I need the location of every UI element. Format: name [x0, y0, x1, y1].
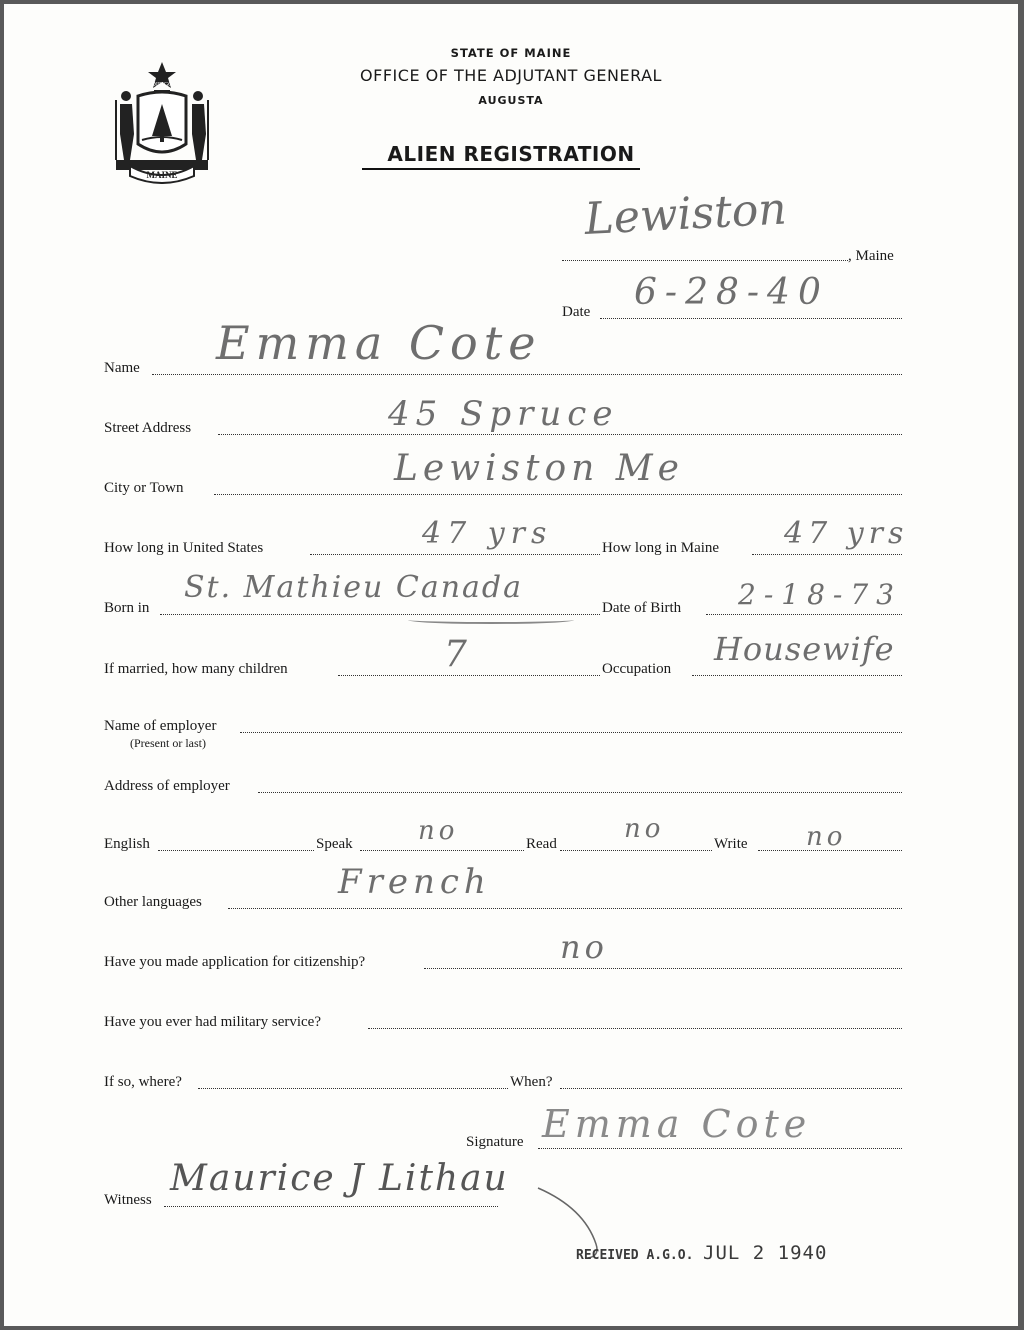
born-in-underline [408, 616, 574, 624]
form-title: ALIEN REGISTRATION [387, 142, 635, 166]
seal-motto: DIRIGO [151, 82, 173, 88]
witness-line [164, 1206, 498, 1207]
how-long-maine-line [752, 554, 902, 555]
maine-label: , Maine [848, 248, 894, 264]
stamp-date-text: JUL 2 1940 [703, 1242, 828, 1264]
other-languages-line [228, 908, 902, 909]
employer-line[interactable] [240, 732, 902, 733]
where-line[interactable] [198, 1088, 508, 1089]
employer-label: Name of employer [104, 718, 217, 734]
how-long-maine-value[interactable]: 47 yrs [784, 516, 909, 551]
city-label: City or Town [104, 480, 184, 496]
signature-label: Signature [466, 1134, 524, 1150]
read-value[interactable]: no [624, 814, 665, 844]
english-label: English [104, 836, 150, 852]
witness-value[interactable]: Maurice J Lithau [170, 1158, 509, 1199]
children-line [338, 675, 600, 676]
how-long-maine-label: How long in Maine [602, 540, 720, 556]
citizenship-line [424, 968, 902, 969]
citizenship-label: Have you made application for citizenship? [104, 954, 366, 970]
employer-address-label: Address of employer [104, 778, 230, 794]
signature-line [538, 1148, 902, 1149]
born-in-value[interactable]: St. Mathieu Canada [184, 570, 524, 605]
title-underline [362, 168, 640, 170]
city-heading: AUGUSTA [478, 94, 544, 107]
date-of-birth-label: Date of Birth [602, 600, 682, 616]
employer-note: (Present or last) [130, 736, 206, 750]
employer-address-line[interactable] [258, 792, 902, 793]
when-label: When? [510, 1074, 553, 1090]
seal-banner: MAINE [146, 170, 178, 180]
speak-label: Speak [316, 836, 353, 852]
stamp-received-text: RECEIVED A.G.O. [576, 1248, 694, 1263]
office-heading: OFFICE OF THE ADJUTANT GENERAL [360, 66, 662, 85]
received-stamp [576, 1242, 827, 1264]
other-languages-value[interactable]: French [338, 862, 491, 902]
speak-line [360, 850, 524, 851]
occupation-line [692, 675, 902, 676]
city-value[interactable]: Lewiston Me [394, 448, 684, 489]
name-label: Name [104, 360, 140, 376]
write-label: Write [714, 836, 748, 852]
name-line [152, 374, 902, 375]
other-languages-label: Other languages [104, 894, 202, 910]
date-of-birth-line [706, 614, 902, 615]
registration-form-page [4, 4, 1018, 1326]
town-value[interactable]: Lewiston [583, 183, 788, 245]
date-value[interactable]: 6-28-40 [634, 272, 829, 313]
street-value[interactable]: 45 Spruce [388, 394, 619, 434]
english-line [158, 850, 314, 851]
date-line [600, 318, 902, 319]
military-line[interactable] [368, 1028, 902, 1029]
citizenship-value[interactable]: no [560, 928, 608, 966]
date-of-birth-value[interactable]: 2-18-73 [738, 578, 902, 611]
city-line [214, 494, 902, 495]
born-in-line [160, 614, 600, 615]
signature-value[interactable]: Emma Cote [542, 1102, 812, 1146]
maine-state-seal-icon [108, 60, 216, 184]
read-line [560, 850, 712, 851]
name-value[interactable]: Emma Cote [216, 316, 542, 370]
town-line [562, 260, 848, 261]
children-label: If married, how many children [104, 661, 288, 677]
when-line[interactable] [560, 1088, 902, 1089]
street-line [218, 434, 902, 435]
children-value[interactable]: 7 [444, 634, 467, 675]
write-value[interactable]: no [806, 822, 847, 852]
date-label: Date [562, 304, 591, 320]
born-in-label: Born in [104, 600, 150, 616]
how-long-us-label: How long in United States [104, 540, 264, 556]
how-long-us-value[interactable]: 47 yrs [422, 516, 553, 551]
state-heading: STATE OF MAINE [450, 46, 572, 60]
read-label: Read [526, 836, 557, 852]
street-label: Street Address [104, 420, 192, 436]
military-label: Have you ever had military service? [104, 1014, 321, 1030]
occupation-value[interactable]: Housewife [714, 630, 895, 668]
speak-value[interactable]: no [418, 816, 459, 846]
occupation-label: Occupation [602, 661, 672, 677]
how-long-us-line [310, 554, 600, 555]
where-label: If so, where? [104, 1074, 182, 1090]
witness-label: Witness [104, 1192, 152, 1208]
